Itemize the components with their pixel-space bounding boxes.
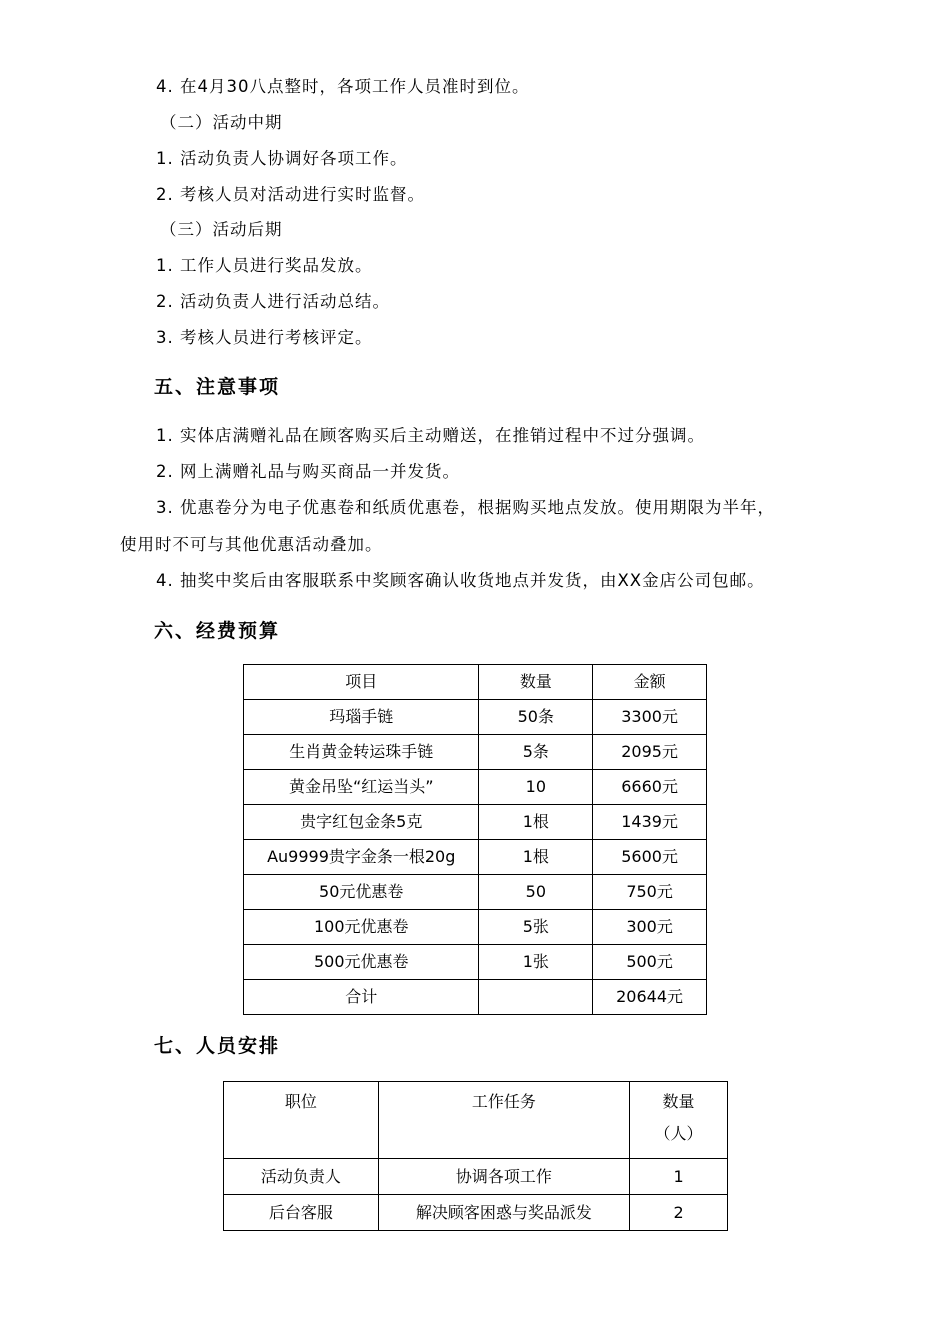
table-row bbox=[244, 770, 707, 805]
section-heading-staff: 七、人员安排 bbox=[154, 1035, 281, 1057]
section-heading-notes: 五、注意事项 bbox=[154, 376, 281, 398]
table-cell: 2095元 bbox=[593, 735, 707, 770]
table-row bbox=[244, 840, 707, 875]
list-item: 2. 网上满赠礼品与购买商品一并发货。 bbox=[156, 462, 460, 481]
table-header-cell: 职位 bbox=[224, 1082, 379, 1159]
table-total-row bbox=[244, 980, 707, 1015]
table-cell: 20644元 bbox=[593, 980, 707, 1015]
table-cell: 6660元 bbox=[593, 770, 707, 805]
section-heading-budget: 六、经费预算 bbox=[154, 620, 281, 642]
list-item: 2. 考核人员对活动进行实时监督。 bbox=[156, 185, 425, 204]
list-item: 3. 优惠卷分为电子优惠卷和纸质优惠卷，根据购买地点发放。使用期限为半年， bbox=[156, 498, 775, 517]
table-row bbox=[244, 910, 707, 945]
table-row bbox=[244, 735, 707, 770]
table-row bbox=[244, 875, 707, 910]
list-item-continuation: 使用时不可与其他优惠活动叠加。 bbox=[120, 535, 383, 554]
budget-table bbox=[243, 664, 707, 1015]
table-cell: Au9999贵字金条一根20g bbox=[244, 840, 479, 875]
table-header-cell: 数量 bbox=[479, 665, 593, 700]
table-row bbox=[244, 945, 707, 980]
table-cell: 合计 bbox=[244, 980, 479, 1015]
table-row bbox=[224, 1159, 728, 1195]
table-cell: 1张 bbox=[479, 945, 593, 980]
list-item: 2. 活动负责人进行活动总结。 bbox=[156, 292, 390, 311]
table-header-cell: 项目 bbox=[244, 665, 479, 700]
table-cell: 1439元 bbox=[593, 805, 707, 840]
table-row bbox=[224, 1195, 728, 1231]
table-cell: 10 bbox=[479, 770, 593, 805]
table-cell: 黄金吊坠“红运当头” bbox=[244, 770, 479, 805]
table-cell: 100元优惠卷 bbox=[244, 910, 479, 945]
table-cell: 50条 bbox=[479, 700, 593, 735]
list-item: 1. 实体店满赠礼品在顾客购买后主动赠送，在推销过程中不过分强调。 bbox=[156, 426, 705, 445]
table-cell: 5张 bbox=[479, 910, 593, 945]
table-cell: 解决顾客困惑与奖品派发 bbox=[378, 1195, 629, 1231]
table-cell: 5600元 bbox=[593, 840, 707, 875]
table-cell: 300元 bbox=[593, 910, 707, 945]
header-line: 数量 bbox=[662, 1092, 695, 1111]
table-cell: 500元 bbox=[593, 945, 707, 980]
table-row bbox=[244, 805, 707, 840]
list-item: 4. 抽奖中奖后由客服联系中奖顾客确认收货地点并发货，由XX金店公司包邮。 bbox=[156, 571, 765, 590]
list-item: 3. 考核人员进行考核评定。 bbox=[156, 328, 373, 347]
table-cell: 500元优惠卷 bbox=[244, 945, 479, 980]
table-header-row bbox=[244, 665, 707, 700]
table-cell: 1根 bbox=[479, 805, 593, 840]
table-cell: 后台客服 bbox=[224, 1195, 379, 1231]
table-header-row bbox=[224, 1082, 728, 1159]
table-cell: 玛瑙手链 bbox=[244, 700, 479, 735]
header-line: （人） bbox=[654, 1124, 703, 1143]
subheading: （三）活动后期 bbox=[160, 220, 283, 239]
table-cell: 1 bbox=[630, 1159, 728, 1195]
table-cell: 5条 bbox=[479, 735, 593, 770]
table-cell: 50 bbox=[479, 875, 593, 910]
table-header-cell: 金额 bbox=[593, 665, 707, 700]
list-item: 1. 工作人员进行奖品发放。 bbox=[156, 256, 373, 275]
staff-table bbox=[223, 1081, 728, 1231]
table-header-cell: 工作任务 bbox=[378, 1082, 629, 1159]
table-cell: 2 bbox=[630, 1195, 728, 1231]
table-cell: 协调各项工作 bbox=[378, 1159, 629, 1195]
table-cell: 750元 bbox=[593, 875, 707, 910]
table-cell: 生肖黄金转运珠手链 bbox=[244, 735, 479, 770]
table-cell: 50元优惠卷 bbox=[244, 875, 479, 910]
table-cell: 活动负责人 bbox=[224, 1159, 379, 1195]
subheading: （二）活动中期 bbox=[160, 113, 283, 132]
table-header-cell bbox=[630, 1082, 728, 1159]
table-cell: 1根 bbox=[479, 840, 593, 875]
list-item: 1. 活动负责人协调好各项工作。 bbox=[156, 149, 408, 168]
table-cell: 3300元 bbox=[593, 700, 707, 735]
table-cell bbox=[479, 980, 593, 1015]
table-cell: 贵字红包金条5克 bbox=[244, 805, 479, 840]
list-item: 4. 在4月30八点整时，各项工作人员准时到位。 bbox=[156, 77, 530, 96]
table-row bbox=[244, 700, 707, 735]
